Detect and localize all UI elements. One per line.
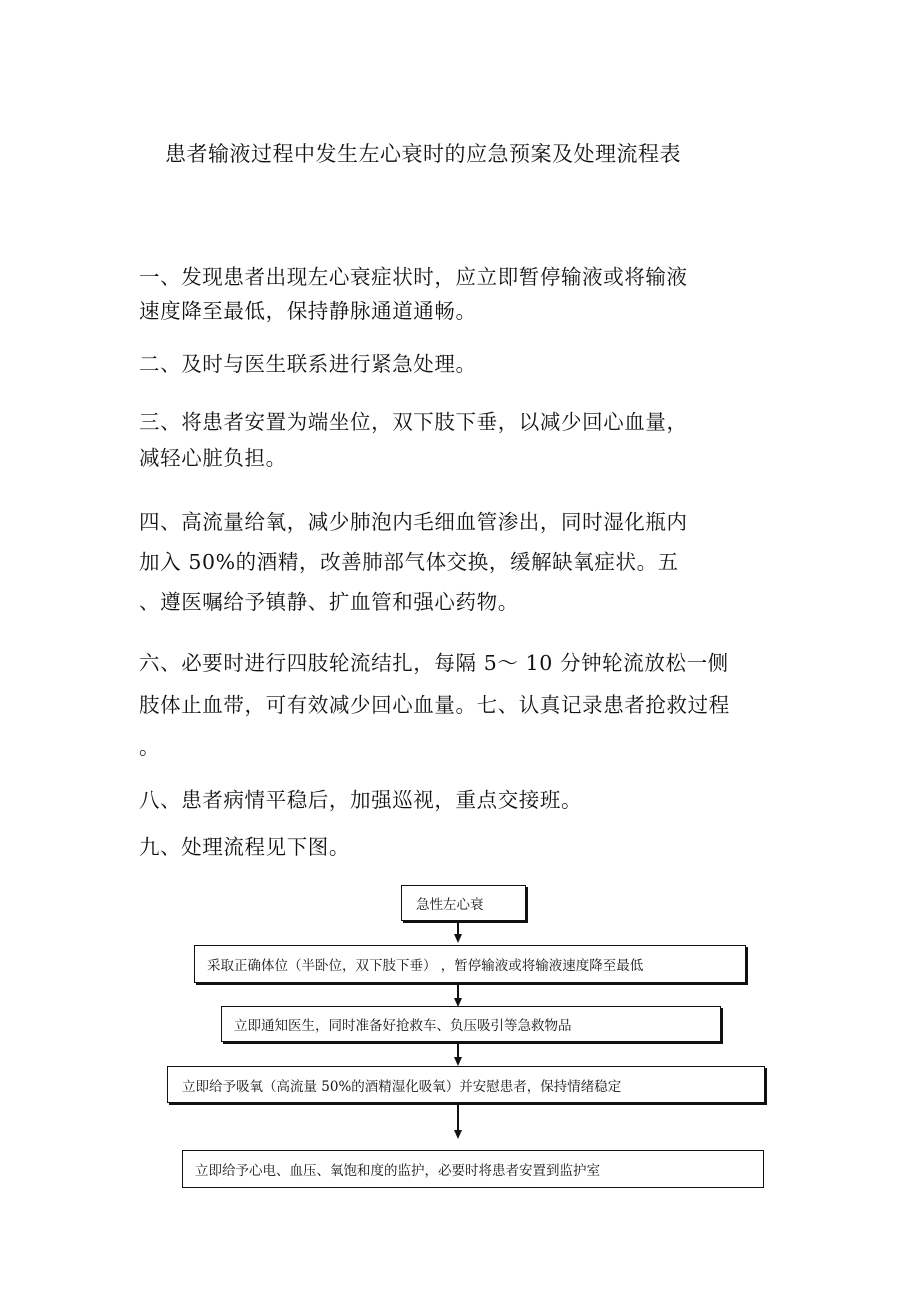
paragraph-line: 。 (139, 735, 161, 759)
paragraph-line: 一、发现患者出现左心衰症状时，应立即暂停输液或将输液 (139, 265, 688, 289)
paragraph-line: 肢体止血带，可有效减少回心血量。七、认真记录患者抢救过程 (139, 693, 730, 717)
paragraph-line: 二、及时与医生联系进行紧急处理。 (139, 352, 477, 376)
paragraph-line: 减轻心脏负担。 (139, 446, 287, 470)
paragraph-line: 八、患者病情平稳后，加强巡视，重点交接班。 (139, 788, 583, 812)
flow-step-position: 采取正确体位（半卧位，双下肢下垂） ，暂停输液或将输液速度降至最低 (194, 945, 746, 983)
paragraph-line: 、遵医嘱给予镇静、扩血管和强心药物。 (139, 590, 519, 614)
paragraph-line: 四、高流量给氧，减少肺泡内毛细血管渗出，同时湿化瓶内 (139, 510, 688, 534)
page-title: 患者输液过程中发生左心衰时的应急预案及处理流程表 (165, 142, 681, 166)
paragraph-line: 九、处理流程见下图。 (139, 835, 350, 859)
paragraph-line: 加入 50%的酒精，改善肺部气体交换，缓解缺氧症状。五 (139, 550, 679, 574)
flow-step-monitor: 立即给予心电、血压、氧饱和度的监护，必要时将患者安置到监护室 (182, 1150, 764, 1188)
flow-step-notify: 立即通知医生，同时准备好抢救车、负压吸引等急救物品 (221, 1006, 721, 1042)
paragraph-line: 速度降至最低，保持静脉通道通畅。 (139, 299, 477, 323)
paragraph-line: 三、将患者安置为端坐位，双下肢下垂，以减少回心血量， (139, 410, 688, 434)
flow-step-oxygen: 立即给予吸氧（高流量 50%的酒精湿化吸氧）并安慰患者，保持情绪稳定 (167, 1066, 765, 1103)
flow-step-start: 急性左心衰 (401, 885, 526, 921)
paragraph-line: 六、必要时进行四肢轮流结扎，每隔 5～ 10 分钟轮流放松一侧 (139, 651, 729, 675)
